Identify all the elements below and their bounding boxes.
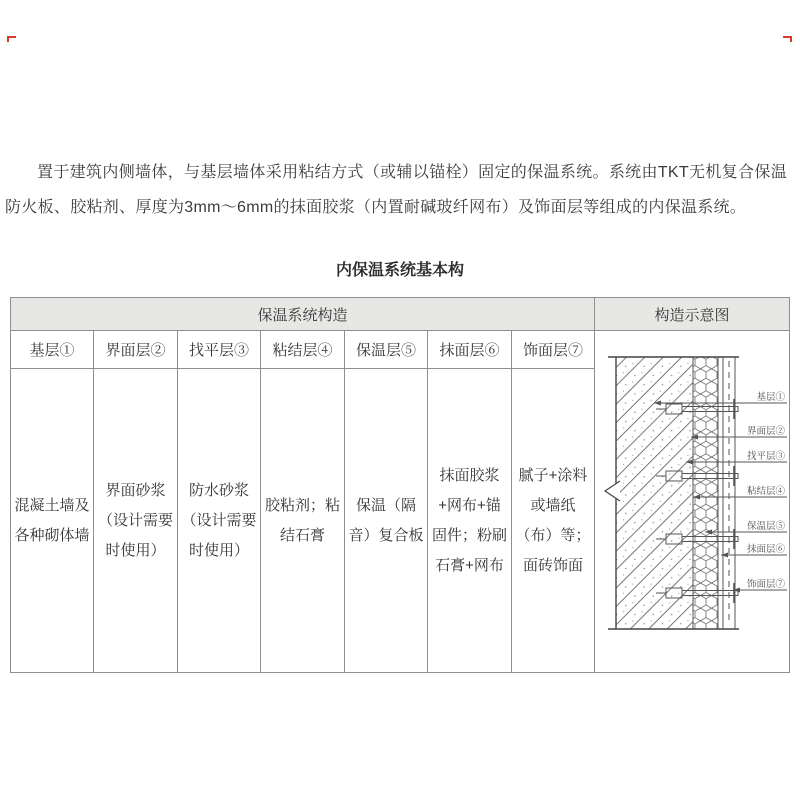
column-header-leveling-layer: 找平层③	[178, 331, 261, 369]
column-header-base-layer: 基层①	[11, 331, 94, 369]
diagram-label-interface: 界面层②	[746, 426, 785, 437]
cell-interface-layer: 界面砂浆（设计需要时使用）	[94, 369, 178, 673]
cell-base-layer: 混凝土墙及各种砌体墙	[11, 369, 94, 673]
wall-section-diagram	[596, 331, 789, 668]
column-header-interface-layer: 界面层②	[94, 331, 178, 369]
diagram-label-render: 抹面层⑥	[746, 544, 785, 555]
column-header-render-layer: 抹面层⑥	[428, 331, 512, 369]
diagram-label-leveling: 找平层③	[746, 451, 785, 462]
table-row	[11, 298, 790, 331]
break-mark	[605, 481, 620, 501]
column-header-insulation-layer: 保温层⑤	[345, 331, 428, 369]
diagram-label-base: 基层①	[756, 392, 785, 403]
header-system-construction: 保温系统构造	[11, 298, 595, 331]
diagram-label-finish: 饰面层⑦	[746, 579, 785, 590]
intro-paragraph: 置于建筑内侧墙体，与基层墙体采用粘结方式（或辅以锚栓）固定的保温系统。系统由TKT无机复合保温防火板、胶粘剂、厚度为3mm～6mm的抹面胶浆（内置耐碱玻纤网布）及饰面层等组成的内保温系统。	[5, 164, 787, 216]
page-title: 内保温系统基本构	[335, 262, 464, 279]
cell-finish-layer: 腻子+涂料或墙纸（布）等；面砖饰面	[512, 369, 595, 673]
column-header-bonding-layer: 粘结层④	[261, 331, 345, 369]
crop-mark-left-icon	[7, 36, 16, 42]
cell-insulation-layer: 保温（隔音）复合板	[345, 369, 428, 673]
insulation-spec-table	[10, 297, 790, 673]
diagram-label-insulation: 保温层⑤	[746, 521, 785, 532]
cell-bonding-layer: 胶粘剂；粘结石膏	[261, 369, 345, 673]
crop-mark-right-icon	[783, 36, 792, 42]
column-header-finish-layer: 饰面层⑦	[512, 331, 595, 369]
schematic-cell	[595, 331, 790, 673]
table-row	[11, 331, 790, 369]
cell-leveling-layer: 防水砂浆（设计需要时使用）	[178, 369, 261, 673]
header-schematic: 构造示意图	[595, 298, 790, 331]
insulation-board-hatch	[693, 357, 718, 629]
diagram-label-bonding: 粘结层④	[746, 486, 785, 497]
cell-render-layer: 抹面胶浆+网布+锚固件；粉刷石膏+网布	[428, 369, 512, 673]
